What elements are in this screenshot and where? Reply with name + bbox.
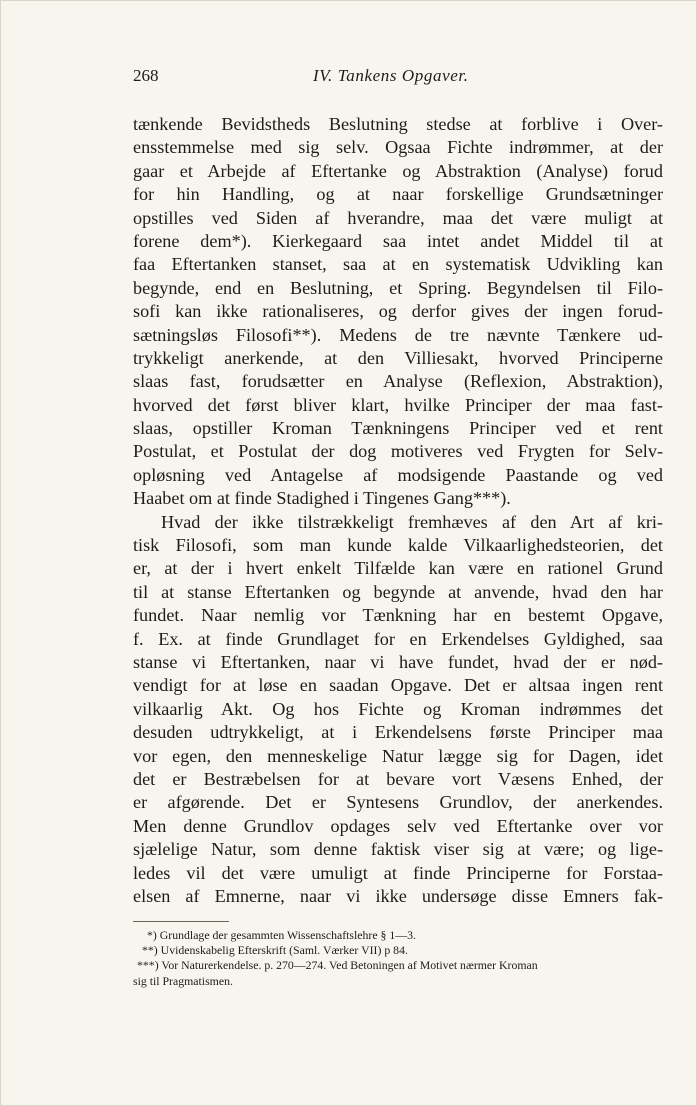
text-line: tænkende Bevidstheds Beslutning stedse at forblive i Over-: [133, 114, 663, 134]
text-line: vor egen, den menneskelige Natur lægge sig for Dagen, idet: [133, 745, 663, 766]
footnote: *) Grundlage der gesammten Wissenschaftslehre § 1—3.: [147, 928, 416, 942]
text-line: stanse vi Eftertanken, naar vi have fundet, hvad der er nød-: [133, 651, 663, 672]
text-line: desuden udtrykkeligt, at i Erkendelsens første Principer maa: [133, 722, 663, 743]
text-line: opstilles ved Siden af hverandre, maa det være muligt at: [133, 207, 663, 228]
text-line: ensstemmelse med sig selv. Ogsaa Fichte indrømmer, at der: [133, 137, 663, 158]
text-line: Men denne Grundlov opdages selv ved Eftertanke over vor: [133, 815, 663, 836]
text-line: er afgørende. Det er Syntesens Grundlov, der anerkendes.: [133, 792, 663, 813]
text-line: faa Eftertanken stanset, saa at en systematisk Udvikling kan: [133, 254, 663, 275]
text-line: hvorved det først bliver klart, hvilke Principer der maa fast-: [133, 394, 663, 415]
footnote: ***) Vor Naturerkendelse. p. 270—274. Ved Betoningen af Motivet nærmer Kroman: [137, 958, 538, 973]
text-line: sofi kan ikke rationaliseres, og derfor gives der ingen forud-: [133, 301, 663, 322]
text-line: slaas fast, forudsætter en Analyse (Reflexion, Abstraktion),: [133, 371, 663, 392]
text-line: er, at der i hvert enkelt Tilfælde kan være en rationel Grund: [133, 558, 663, 579]
footnote: **) Uvidenskabelig Efterskrift (Saml. Værker VII) p 84.: [142, 943, 408, 958]
text-line: f. Ex. at finde Grundlaget for en Erkendelses Gyldighed, saa: [133, 628, 663, 649]
body-text: [133, 113, 663, 908]
text-line: vilkaarlig Akt. Og hos Fichte og Kroman indrømmes det: [133, 698, 663, 719]
running-title: IV. Tankens Opgaver.: [313, 66, 469, 85]
text-line: vendigt for at løse en saadan Opgave. Det er altsaa ingen rent: [133, 675, 663, 696]
footnotes: [133, 928, 663, 989]
text-line: sætningsløs Filosofi**). Medens de tre nævnte Tænkere ud-: [133, 324, 663, 345]
text-line: til at stanse Eftertanken og begynde at anvende, hvad den har: [133, 581, 663, 602]
text-line: sjælelige Natur, som denne faktisk viser sig at være; og lige-: [133, 839, 663, 860]
text-line: for hin Handling, og at naar forskellige Grundsætninger: [133, 184, 663, 205]
text-line: ledes vil det være umuligt at finde Principerne for Forstaa-: [133, 862, 663, 883]
text-line: Postulat, et Postulat der dog motiveres ved Frygten for Selv-: [133, 441, 663, 462]
text-line: gaar et Arbejde af Eftertanke og Abstraktion (Analyse) forud: [133, 160, 663, 181]
page-number: 268: [133, 66, 159, 85]
text-line: begynde, end en Beslutning, et Spring. Begyndelsen til Filo-: [133, 277, 663, 298]
paragraph-start-line: Hvad der ikke tilstrækkeligt fremhæves af den Art af kri-: [161, 511, 663, 532]
text-line: opløsning ved Antagelse af modsigende Paastande og ved: [133, 464, 663, 485]
footnote-continuation: sig til Pragmatismen.: [133, 973, 233, 988]
text-line: fundet. Naar nemlig vor Tænkning har en bestemt Opgave,: [133, 605, 663, 626]
running-header: [133, 66, 663, 90]
text-line: tisk Filosofi, som man kunde kalde Vilkaarlighedsteorien, det: [133, 535, 663, 556]
footnote-divider: [133, 921, 229, 922]
text-line: elsen af Emnerne, naar vi ikke undersøge disse Emners fak-: [133, 885, 663, 906]
text-line: trykkeligt anerkende, at den Villiesakt, hvorved Principerne: [133, 347, 663, 368]
text-line: forene dem*). Kierkegaard saa intet andet Middel til at: [133, 230, 663, 251]
text-line: det er Bestræbelsen for at bevare vort Væsens Enhed, der: [133, 768, 663, 789]
text-line: slaas, opstiller Kroman Tænkningens Principer ved et rent: [133, 418, 663, 439]
text-line: Haabet om at finde Stadighed i Tingenes Gang***).: [133, 488, 511, 509]
